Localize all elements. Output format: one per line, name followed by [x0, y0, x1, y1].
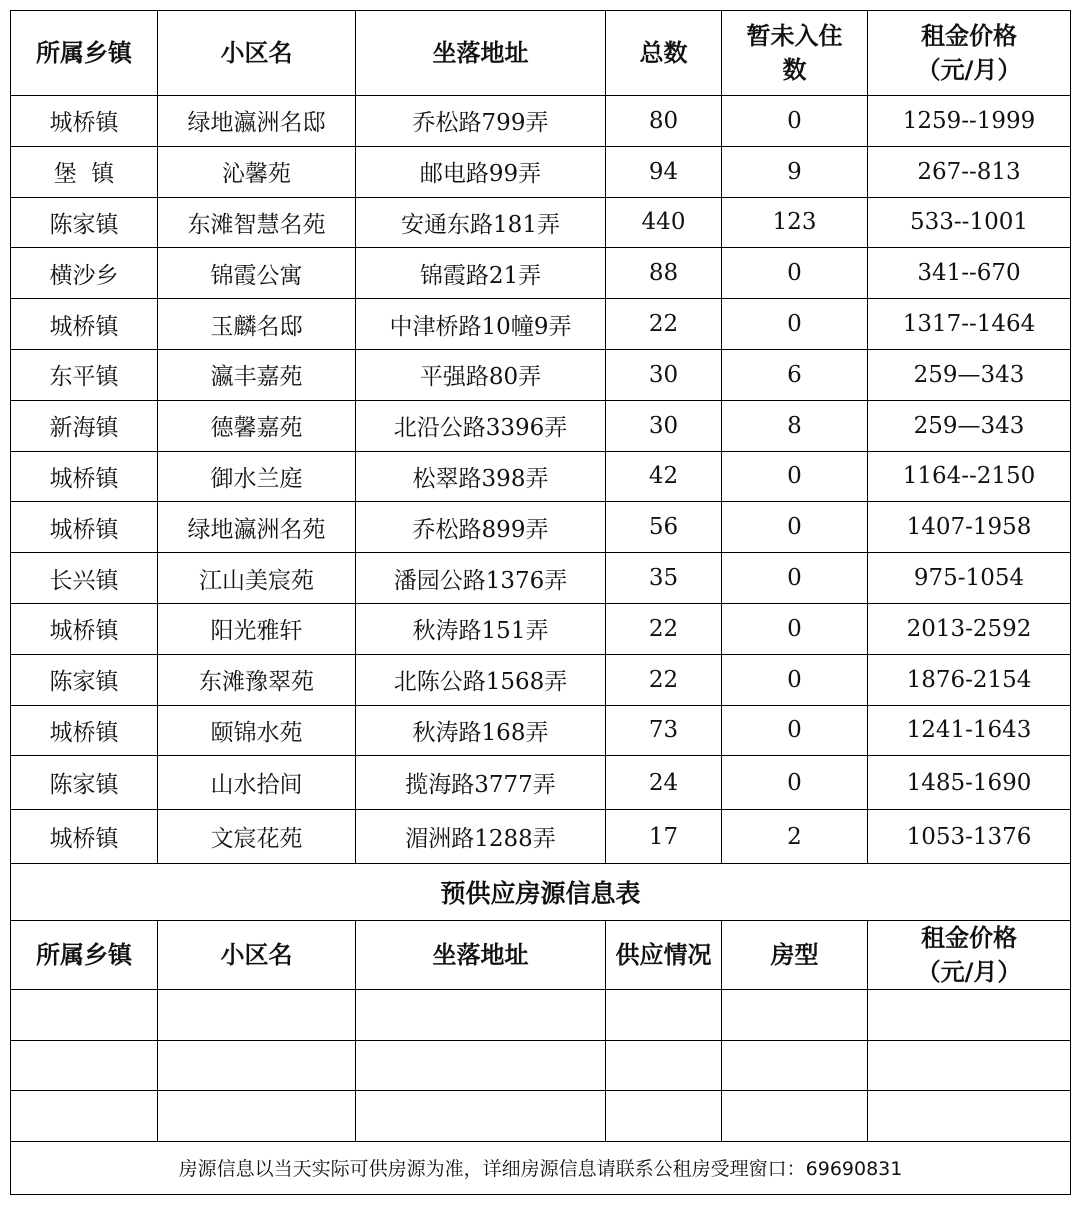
cell-vacant: 0	[722, 502, 868, 553]
cell-rent: 2013-2592	[868, 603, 1071, 654]
header2-supply: 供应情况	[606, 921, 722, 990]
header-vacant-line1: 暂未入住	[746, 22, 843, 50]
cell-address: 平强路80弄	[356, 349, 606, 400]
cell-total: 35	[606, 553, 722, 604]
cell-vacant: 0	[722, 654, 868, 705]
cell-town: 长兴镇	[11, 553, 158, 604]
header-vacant	[722, 11, 868, 96]
header2-address: 坐落地址	[356, 921, 606, 990]
table-row	[11, 197, 1071, 248]
cell-town: 陈家镇	[11, 197, 158, 248]
cell-community: 沁馨苑	[158, 146, 356, 197]
cell-vacant: 2	[722, 810, 868, 864]
header-total: 总数	[606, 11, 722, 96]
cell-address: 松翠路398弄	[356, 451, 606, 502]
cell-rent: 1053-1376	[868, 810, 1071, 864]
cell-community: 绿地瀛洲名邸	[158, 96, 356, 147]
cell-total: 22	[606, 299, 722, 350]
cell-vacant: 0	[722, 451, 868, 502]
cell-community: 玉麟名邸	[158, 299, 356, 350]
cell-vacant: 0	[722, 705, 868, 756]
cell-town: 陈家镇	[11, 654, 158, 705]
cell-rent: 1241-1643	[868, 705, 1071, 756]
table-row	[11, 299, 1071, 350]
cell-total: 80	[606, 96, 722, 147]
cell-town: 城桥镇	[11, 810, 158, 864]
cell-rent: 1407-1958	[868, 502, 1071, 553]
cell-rent: 1259--1999	[868, 96, 1071, 147]
housing-table	[10, 10, 1071, 1195]
table-row	[11, 502, 1071, 553]
cell-community: 锦霞公寓	[158, 248, 356, 299]
cell-town: 东平镇	[11, 349, 158, 400]
cell-rent: 533--1001	[868, 197, 1071, 248]
cell-town: 堡 镇	[11, 146, 158, 197]
cell-town: 陈家镇	[11, 756, 158, 810]
cell-town: 城桥镇	[11, 299, 158, 350]
table-row	[11, 349, 1071, 400]
header2-rent-line1: 租金价格	[921, 924, 1017, 953]
cell-vacant: 0	[722, 299, 868, 350]
cell-community: 东滩智慧名苑	[158, 197, 356, 248]
cell-total: 17	[606, 810, 722, 864]
housing-sheet	[10, 10, 1070, 1195]
header2-rent	[868, 921, 1071, 990]
cell-total: 42	[606, 451, 722, 502]
cell-total: 56	[606, 502, 722, 553]
cell-rent: 267--813	[868, 146, 1071, 197]
cell-vacant: 6	[722, 349, 868, 400]
cell-vacant: 8	[722, 400, 868, 451]
cell-address: 北沿公路3396弄	[356, 400, 606, 451]
table-row	[11, 654, 1071, 705]
table-row	[11, 756, 1071, 810]
cell-total: 22	[606, 603, 722, 654]
footer-note: 房源信息以当天实际可供房源为准，详细房源信息请联系公租房受理窗口：69690831	[11, 1141, 1071, 1194]
table2-header-row	[11, 921, 1071, 990]
cell-address: 邮电路99弄	[356, 146, 606, 197]
header-vacant-line2: 数	[782, 56, 807, 84]
cell-rent: 1317--1464	[868, 299, 1071, 350]
cell-total: 88	[606, 248, 722, 299]
cell-community: 山水拾间	[158, 756, 356, 810]
cell-total: 440	[606, 197, 722, 248]
cell-community: 德馨嘉苑	[158, 400, 356, 451]
cell-rent: 1876-2154	[868, 654, 1071, 705]
cell-rent: 341--670	[868, 248, 1071, 299]
cell-town: 城桥镇	[11, 502, 158, 553]
cell-vacant: 0	[722, 96, 868, 147]
cell-address: 秋涛路151弄	[356, 603, 606, 654]
cell-address: 乔松路899弄	[356, 502, 606, 553]
header-rent-line1: 租金价格	[921, 22, 1017, 50]
header2-room-type: 房型	[722, 921, 868, 990]
cell-town: 横沙乡	[11, 248, 158, 299]
table2-title-row	[11, 864, 1071, 921]
cell-town: 城桥镇	[11, 96, 158, 147]
header2-rent-line2: （元/月）	[916, 958, 1022, 987]
cell-address: 湄洲路1288弄	[356, 810, 606, 864]
cell-rent: 1164--2150	[868, 451, 1071, 502]
table-row	[11, 400, 1071, 451]
cell-address: 乔松路799弄	[356, 96, 606, 147]
table2-title: 预供应房源信息表	[11, 864, 1071, 921]
cell-total: 73	[606, 705, 722, 756]
table-row	[11, 451, 1071, 502]
table-row	[11, 705, 1071, 756]
header-rent	[868, 11, 1071, 96]
cell-rent: 259—343	[868, 400, 1071, 451]
header2-community: 小区名	[158, 921, 356, 990]
footer-note-row	[11, 1141, 1071, 1194]
cell-vacant: 0	[722, 248, 868, 299]
cell-rent: 259—343	[868, 349, 1071, 400]
cell-community: 颐锦水苑	[158, 705, 356, 756]
cell-rent: 1485-1690	[868, 756, 1071, 810]
table-row	[11, 248, 1071, 299]
cell-total: 22	[606, 654, 722, 705]
header2-town: 所属乡镇	[11, 921, 158, 990]
cell-address: 中津桥路10幢9弄	[356, 299, 606, 350]
header-community: 小区名	[158, 11, 356, 96]
cell-vacant: 0	[722, 553, 868, 604]
table-row	[11, 96, 1071, 147]
header-address: 坐落地址	[356, 11, 606, 96]
cell-town: 城桥镇	[11, 705, 158, 756]
cell-rent: 975-1054	[868, 553, 1071, 604]
cell-total: 94	[606, 146, 722, 197]
table2-empty-row	[11, 1091, 1071, 1142]
cell-vacant: 0	[722, 603, 868, 654]
cell-vacant: 9	[722, 146, 868, 197]
cell-address: 北陈公路1568弄	[356, 654, 606, 705]
table-row	[11, 603, 1071, 654]
table-row	[11, 810, 1071, 864]
cell-vacant: 0	[722, 756, 868, 810]
cell-community: 御水兰庭	[158, 451, 356, 502]
cell-town: 城桥镇	[11, 603, 158, 654]
header-rent-line2: （元/月）	[916, 56, 1022, 84]
cell-community: 江山美宸苑	[158, 553, 356, 604]
cell-town: 新海镇	[11, 400, 158, 451]
table2-empty-row	[11, 990, 1071, 1041]
cell-total: 30	[606, 349, 722, 400]
table2-empty-row	[11, 1040, 1071, 1091]
cell-address: 安通东路181弄	[356, 197, 606, 248]
table1-header-row	[11, 11, 1071, 96]
table-row	[11, 146, 1071, 197]
cell-address: 潘园公路1376弄	[356, 553, 606, 604]
cell-community: 绿地瀛洲名苑	[158, 502, 356, 553]
cell-vacant: 123	[722, 197, 868, 248]
cell-community: 文宸花苑	[158, 810, 356, 864]
cell-address: 揽海路3777弄	[356, 756, 606, 810]
cell-total: 24	[606, 756, 722, 810]
cell-community: 东滩豫翠苑	[158, 654, 356, 705]
cell-community: 瀛丰嘉苑	[158, 349, 356, 400]
cell-town: 城桥镇	[11, 451, 158, 502]
cell-address: 秋涛路168弄	[356, 705, 606, 756]
cell-total: 30	[606, 400, 722, 451]
cell-address: 锦霞路21弄	[356, 248, 606, 299]
table1-body	[11, 96, 1071, 864]
table-row	[11, 553, 1071, 604]
cell-community: 阳光雅轩	[158, 603, 356, 654]
header-town: 所属乡镇	[11, 11, 158, 96]
